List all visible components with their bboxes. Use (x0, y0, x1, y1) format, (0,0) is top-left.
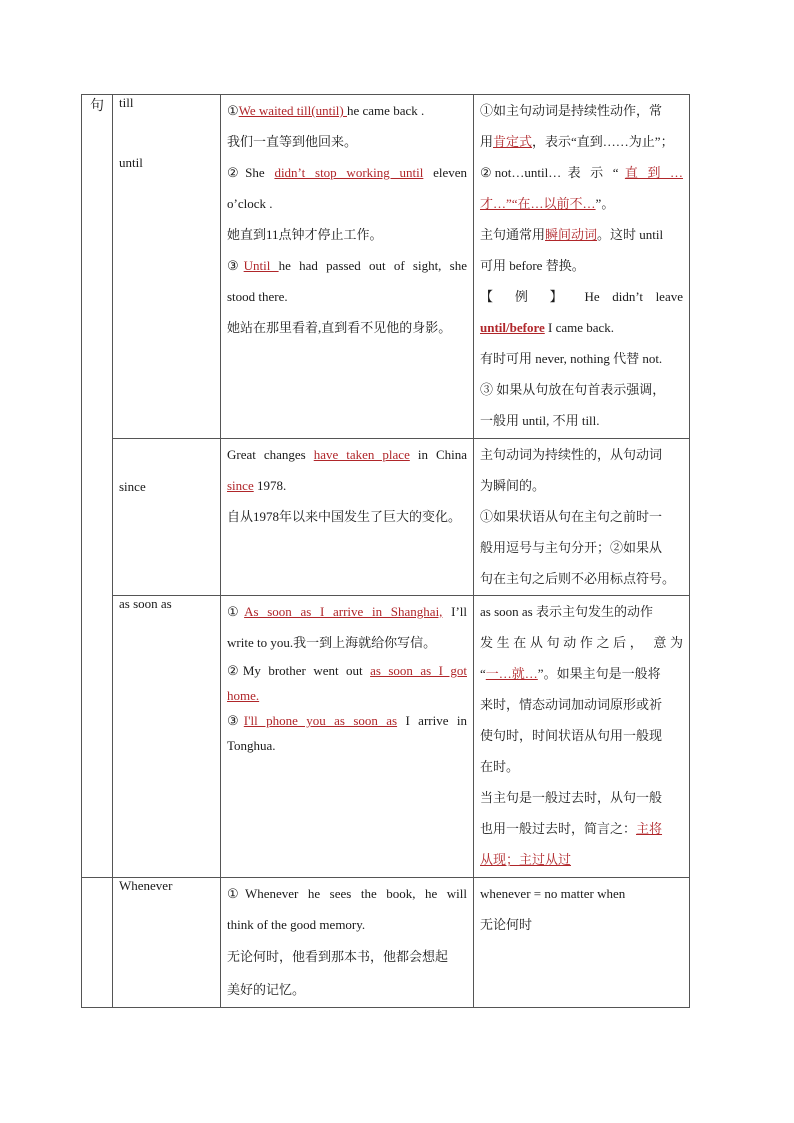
grammar-table (81, 94, 690, 1008)
example-text: Great changes (227, 447, 314, 462)
note-text: 也用一般过去时，简言之： (480, 821, 637, 836)
conjunction-cell (113, 596, 221, 878)
example-text: Whenever he sees the book, he will (244, 886, 468, 901)
note-cell (474, 878, 690, 1008)
note-text: 般用逗号与主句分开；②如果从 (480, 540, 663, 555)
conjunction-cell (113, 439, 221, 596)
table-row-since (82, 439, 690, 596)
note-highlight: 才…”“在…以前不… (480, 196, 596, 211)
example-text: 1978. (253, 478, 287, 493)
example-text: think of the good memory. (227, 917, 366, 932)
note-text: 在时。 (480, 759, 520, 774)
example-cell (221, 878, 474, 1008)
example-translation: 她站在那里看着,直到看不见他的身影。 (227, 320, 452, 335)
table-row-till (82, 95, 690, 439)
note-text: ②not…until… 表 示 “ (480, 165, 625, 180)
note-text: 主句通常用 (480, 227, 546, 242)
example-highlight: since (227, 478, 254, 493)
note-text: ①如果状语从句在主句之前时一 (480, 509, 663, 524)
note-text: ”。 (595, 196, 615, 211)
circled-number: ① (227, 604, 245, 619)
example-text: write to you.我一到上海就给你写信。 (227, 635, 437, 650)
note-text: 无论何时 (480, 917, 533, 932)
note-text: 【 例 】 He didn’t leave (480, 289, 683, 304)
note-text: 来时，情态动词加动词原形或祈 (480, 697, 663, 712)
note-highlight: 肯定式 (493, 134, 533, 149)
example-text: he came back . (347, 103, 425, 118)
example-highlight: As soon as I arrive in Shanghai, (244, 604, 443, 619)
note-highlight: 直 到 … (624, 165, 683, 180)
table-row-as-soon-as (82, 596, 690, 878)
note-text: ③ 如果从句放在句首表示强调， (480, 382, 666, 397)
conjunction-since: since (119, 479, 146, 494)
example-text: My brother went out (242, 663, 371, 678)
note-highlight: 主将 (636, 821, 663, 836)
side-label-cell (82, 95, 113, 878)
side-label-cell-empty (82, 878, 113, 1008)
example-text: he had passed out of sight, she (278, 258, 467, 273)
note-cell (474, 596, 690, 878)
note-text: 有时可用 never, nothing 代替 not. (480, 351, 663, 366)
note-text: 。这时 until (597, 227, 664, 242)
note-text: 为瞬间的。 (480, 478, 546, 493)
example-highlight: Until (243, 258, 279, 273)
conjunction-whenever: Whenever (119, 878, 173, 893)
note-text: 发生在从句动作之后， 意为 (480, 635, 683, 650)
side-label: 句 (90, 99, 104, 114)
example-highlight: as soon as I got (370, 663, 467, 678)
note-cell (474, 439, 690, 596)
example-cell (221, 439, 474, 596)
note-text: 使句时，时间状语从句用一般现 (480, 728, 663, 743)
circled-number: ② (227, 663, 243, 678)
conjunction-cell (113, 95, 221, 439)
circled-number: ③ (227, 713, 244, 728)
conjunction-till: till (119, 95, 134, 110)
example-cell (221, 95, 474, 439)
note-highlight: 从现；主过从过 (480, 852, 572, 867)
example-highlight: We waited till(until) (238, 103, 347, 118)
conjunction-as-soon-as: as soon as (119, 596, 172, 611)
note-highlight: until/before (480, 320, 545, 335)
note-text: 用 (480, 134, 494, 149)
example-text: eleven (423, 165, 468, 180)
example-highlight: have taken place (313, 447, 410, 462)
example-translation: 美好的记忆。 (227, 982, 306, 997)
note-text: 可用 before 替换。 (480, 258, 585, 273)
example-highlight: I'll phone you as soon as (243, 713, 398, 728)
example-text: Tonghua. (227, 738, 276, 753)
note-cell (474, 95, 690, 439)
example-translation: 她直到11点钟才停止工作。 (227, 227, 383, 242)
example-text: She (245, 165, 275, 180)
example-text: stood there. (227, 289, 288, 304)
example-text: in China (409, 447, 467, 462)
circled-number: ① (227, 103, 239, 118)
note-text: I came back. (544, 320, 615, 335)
note-text: ，表示“直到……为止”； (532, 134, 674, 149)
example-text: I’ll (442, 604, 468, 619)
note-text: 主句动词为持续性的，从句动词 (480, 447, 663, 462)
note-text: whenever = no matter when (480, 886, 626, 901)
example-translation: 我们一直等到他回来。 (227, 134, 358, 149)
conjunction-cell (113, 878, 221, 1008)
note-text: 句在主句之后则不必用标点符号。 (480, 571, 676, 586)
conjunction-until: until (119, 155, 143, 170)
note-text: 一般用 until, 不用 till. (480, 413, 600, 428)
note-text: “ (480, 666, 486, 681)
circled-number: ① (227, 886, 245, 901)
note-text: as soon as 表示主句发生的动作 (480, 604, 653, 619)
table-row-whenever (82, 878, 690, 1008)
example-highlight: home. (227, 688, 260, 703)
note-text: ”。如果主句是一般将 (537, 666, 661, 681)
circled-number: ② (227, 165, 246, 180)
example-text: I arrive in (397, 713, 467, 728)
example-cell (221, 596, 474, 878)
note-text: 当主句是一般过去时，从句一般 (480, 790, 663, 805)
note-highlight: 瞬间动词 (545, 227, 598, 242)
note-text: ①如主句动词是持续性动作，常 (480, 103, 663, 118)
example-translation: 无论何时，他看到那本书，他都会想起 (227, 949, 449, 964)
circled-number: ③ (227, 258, 244, 273)
example-translation: 自从1978年以来中国发生了巨大的变化。 (227, 509, 462, 524)
example-highlight: didn’t stop working until (274, 165, 424, 180)
example-text: o’clock . (227, 196, 273, 211)
note-highlight: 一…就… (485, 666, 538, 681)
